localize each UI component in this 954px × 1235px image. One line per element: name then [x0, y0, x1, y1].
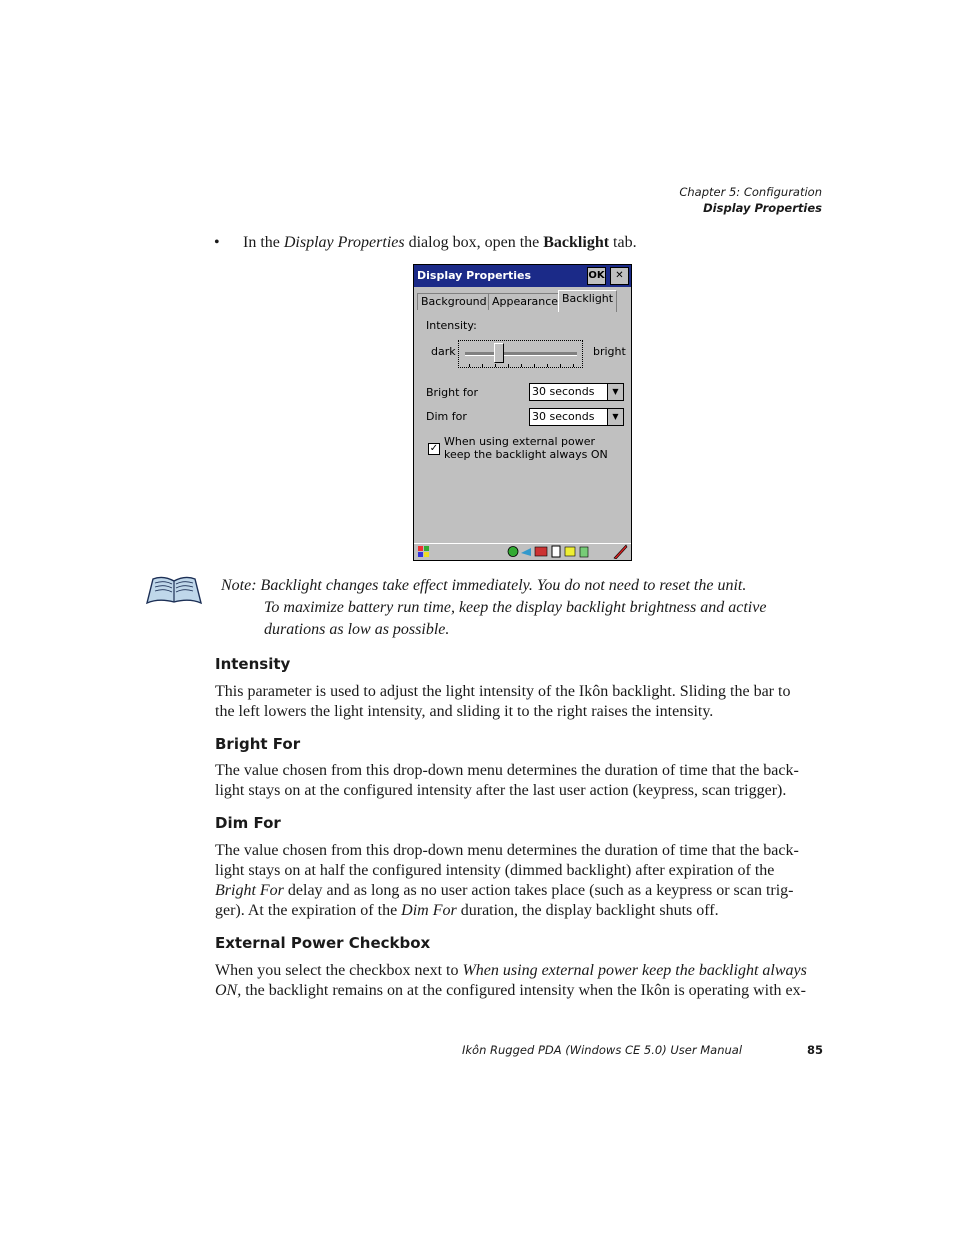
chapter-header: Chapter 5: Configuration — [679, 185, 822, 199]
slider-track — [465, 352, 577, 356]
heading-intensity: Intensity — [215, 655, 291, 673]
dark-label: dark — [431, 345, 456, 358]
note-line: durations as low as possible. — [264, 621, 450, 638]
display-properties-screenshot — [413, 264, 632, 561]
slider-tick — [508, 364, 509, 367]
slider-tick — [521, 364, 522, 367]
bright-for-value: 30 seconds — [532, 385, 595, 398]
bright-for-select[interactable] — [529, 383, 624, 401]
tab-appearance[interactable]: Appearance — [488, 293, 562, 310]
intro-text: In the Display Properties dialog box, open the Backlight tab. — [243, 234, 637, 251]
dim-for-value: 30 seconds — [532, 410, 595, 423]
intensity-label: Intensity: — [426, 319, 477, 332]
close-icon[interactable]: ✕ — [610, 267, 629, 285]
taskbar — [414, 543, 631, 560]
heading-bright-for: Bright For — [215, 735, 301, 753]
tab-backlight[interactable]: Backlight — [558, 290, 617, 312]
system-tray-icons[interactable] — [507, 545, 605, 558]
bright-label: bright — [593, 345, 626, 358]
slider-tick — [482, 364, 483, 367]
footer-manual-title: Ikôn Rugged PDA (Windows CE 5.0) User Manual — [462, 1043, 743, 1057]
bullet-mark: • — [214, 234, 220, 251]
dialog-title: Display Properties — [417, 269, 532, 282]
bright-for-paragraph: The value chosen from this drop-down menu determines the duration of time that the back- light stays on at the configured intensity after the last user action (keypress, scan trigger). — [215, 762, 799, 799]
slider-tick — [573, 364, 574, 367]
chevron-down-icon[interactable]: ▼ — [607, 384, 623, 400]
slider-tick — [547, 364, 548, 367]
page-number: 85 — [807, 1043, 824, 1057]
slider-thumb[interactable] — [494, 343, 504, 363]
slider-tick — [534, 364, 535, 367]
windows-start-icon[interactable] — [417, 545, 431, 558]
external-power-paragraph: When you select the checkbox next to When using external power keep the backlight always ON, the backlight remains on at the configured intensity when the Ikôn is operating with ex- — [215, 962, 807, 999]
intensity-slider[interactable] — [458, 340, 583, 368]
chevron-down-icon[interactable]: ▼ — [607, 409, 623, 425]
section-header: Display Properties — [703, 201, 822, 215]
heading-dim-for: Dim For — [215, 814, 281, 832]
slider-tick — [560, 364, 561, 367]
slider-tick — [495, 364, 496, 367]
intensity-paragraph: This parameter is used to adjust the light intensity of the Ikôn backlight. Sliding the bar to the left lowers the light intensity, and sliding it to the right raises the intensity. — [215, 683, 791, 720]
dim-for-paragraph: The value chosen from this drop-down menu determines the duration of time that the back- light stays on at half the configured intensity (dimmed backlight) after expiration of the Bright For delay and as long as no user action takes place (such as a keypress or scan trig- ger). At the expiration of the Dim For duration, the display backlight shuts off. — [215, 842, 799, 919]
bright-for-label: Bright for — [426, 386, 479, 399]
external-power-checkbox[interactable]: ✓ — [429, 443, 439, 454]
heading-external-power: External Power Checkbox — [215, 934, 431, 952]
note-line: To maximize battery run time, keep the display backlight brightness and active — [264, 599, 767, 616]
book-icon — [145, 573, 203, 605]
external-power-label: When using external power keep the backlight always ON — [444, 435, 608, 461]
slider-tick — [469, 364, 470, 367]
tab-background[interactable]: Background — [417, 293, 491, 310]
note-line: Note: Backlight changes take effect immediately. You do not need to reset the unit. — [221, 577, 747, 594]
dialog-title-bar — [414, 265, 631, 287]
dim-for-select[interactable] — [529, 408, 624, 426]
pen-icon[interactable] — [612, 544, 628, 559]
ok-button[interactable]: OK — [587, 267, 606, 285]
note-block — [221, 575, 821, 641]
dim-for-label: Dim for — [426, 410, 467, 423]
